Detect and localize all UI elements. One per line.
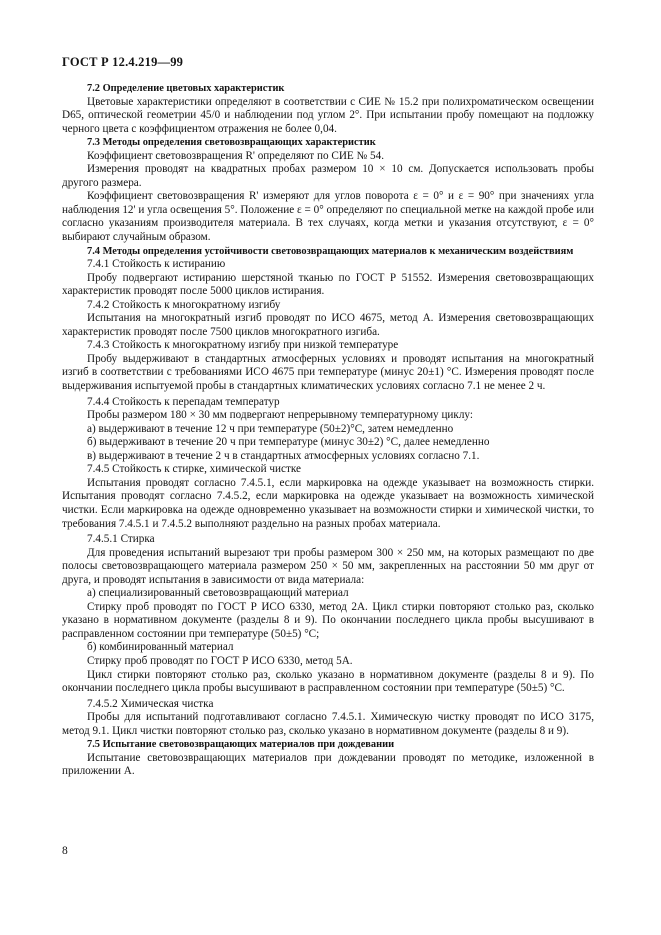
paragraph-7-4-5: Испытания проводят согласно 7.4.5.1, если маркировка на одежде указывает на возможность стирки. Испытания проводят согласно 7.4.5.2, если маркировка на одежде указывает на возможность химической чистки. Если маркировка на одежде одновременно указывает на возможности стирки и химической чистки, то требования 7.4.5.1 и 7.4.5.2 выполняют раздельно на разных пробах материала. bbox=[62, 476, 594, 530]
list-item-7-4-4-b: б) выдерживают в течение 20 ч при температуре (минус 30±2) °С, далее немедленно bbox=[87, 436, 490, 449]
subheading-7-4-4: 7.4.4 Стойкость к перепадам температур bbox=[87, 395, 280, 408]
paragraph-7-4-4: Пробы размером 180 × 30 мм подвергают непрерывному температурному циклу: bbox=[87, 409, 473, 422]
subheading-7-4-5-1: 7.4.5.1 Стирка bbox=[87, 533, 155, 546]
paragraph-7-4-5-1-b: Стирку проб проводят по ГОСТ Р ИСО 6330, метод 2А. Цикл стирки повторяют столько раз, сколько указано в нормативном документе (разделы 8 и 9). По окончании последнего цикла пробы высушивают в расправленном состоянии при температуре (50±5) °С; bbox=[62, 600, 594, 640]
section-heading-7-3: 7.3 Методы определения световозвращающих характеристик bbox=[87, 137, 376, 149]
subheading-7-4-2: 7.4.2 Стойкость к многократному изгибу bbox=[87, 298, 281, 311]
list-item-7-4-5-1-b: б) комбинированный материал bbox=[87, 641, 234, 654]
section-heading-7-5: 7.5 Испытание световозвращающих материалов при дождевании bbox=[87, 739, 395, 751]
list-item-7-4-5-1-a: а) специализированный световозвращающий материал bbox=[87, 587, 349, 600]
subheading-7-4-5: 7.4.5 Стойкость к стирке, химической чистке bbox=[87, 463, 302, 476]
paragraph-7-3-a: Коэффициент световозвращения R' определяют по СИЕ № 54. bbox=[87, 149, 384, 162]
paragraph-7-4-5-2: Пробы для испытаний подготавливают согласно 7.4.5.1. Химическую чистку проводят по ИСО 3175, метод 9.1. Цикл чистки повторяют столько раз, сколько указано в нормативном документе (разделы 8 и 9). bbox=[62, 711, 594, 737]
paragraph-7-4-1: Пробу подвергают истиранию шерстяной тканью по ГОСТ Р 51552. Измерения световозвращающих характеристик проводят после 5000 циклов истирания. bbox=[62, 271, 594, 298]
document-body bbox=[62, 82, 594, 779]
paragraph-7-4-2: Испытания на многократный изгиб проводят по ИСО 4675, метод А. Измерения световозвращающих характеристик проводят после 7500 циклов многократного изгиба. bbox=[62, 312, 594, 338]
subheading-7-4-5-2: 7.4.5.2 Химическая чистка bbox=[87, 697, 214, 710]
paragraph-7-5: Испытание световозвращающих материалов при дождевании проводят по методике, изложенной в приложении А. bbox=[62, 751, 594, 778]
paragraph-7-4-5-1-a: Для проведения испытаний вырезают три пробы размером 300 × 250 мм, на которых размещают по две полосы световозвращающего материала размером 250 × 50 мм, закрепленных на расстоянии 50 мм друг от друга, и проводят испытания в зависимости от вида материала: bbox=[62, 546, 594, 586]
subheading-7-4-1: 7.4.1 Стойкость к истиранию bbox=[87, 258, 226, 271]
paragraph-7-3-c: Коэффициент световозвращения R' измеряют для углов поворота ε = 0° и ε = 90° при значениях угла наблюдения 12' и угла освещения 5°. Положение ε = 0° определяют по специальной метке на каждой пробе или согласно указаниям производителя материала. В тех случаях, когда метки и указания отсутствуют, ε = 0° выбирают случайным образом. bbox=[62, 190, 594, 244]
list-item-7-4-4-c: в) выдерживают в течение 2 ч в стандартных атмосферных условиях согласно 7.1. bbox=[87, 449, 480, 462]
list-item-7-4-4-a: а) выдерживают в течение 12 ч при температуре (50±2)°С, затем немедленно bbox=[87, 422, 454, 435]
document-header: ГОСТ Р 12.4.219—99 bbox=[62, 55, 184, 69]
paragraph-7-2: Цветовые характеристики определяют в соответствии с СИЕ № 15.2 при полихроматическом освещении D65, оптической геометрии 45/0 и наблюдении под углом 2°. При испытании пробу помещают на подложку черного цвета с коэффициентом отражения не более 0,04. bbox=[62, 95, 594, 135]
paragraph-7-4-3: Пробу выдерживают в стандартных атмосферных условиях и проводят испытания на многократный изгиб в соответствии с требованиями ИСО 4675 при температуре (минус 20±1) °С. Измерения проводят после выдерживания испытуемой пробы в стандартных климатических условиях согласно 7.1 не менее 2 ч. bbox=[62, 352, 594, 393]
paragraph-7-4-5-1-d: Цикл стирки повторяют столько раз, сколько указано в нормативном документе (разделы 8 и 9). По окончании последнего цикла пробы высушивают в расправленном состоянии при температуре (50±5) °С. bbox=[62, 668, 594, 695]
paragraph-7-4-5-1-c: Стирку проб проводят по ГОСТ Р ИСО 6330, метод 5А. bbox=[87, 654, 353, 667]
page-number: 8 bbox=[62, 845, 68, 857]
section-heading-7-2: 7.2 Определение цветовых характеристик bbox=[87, 83, 285, 94]
paragraph-7-3-b: Измерения проводят на квадратных пробах размером 10 × 10 см. Допускается использовать пробы другого размера. bbox=[62, 163, 594, 189]
section-heading-7-4: 7.4 Методы определения устойчивости световозвращающих материалов к механическим воздействиям bbox=[87, 245, 574, 257]
subheading-7-4-3: 7.4.3 Стойкость к многократному изгибу при низкой температуре bbox=[87, 339, 399, 352]
